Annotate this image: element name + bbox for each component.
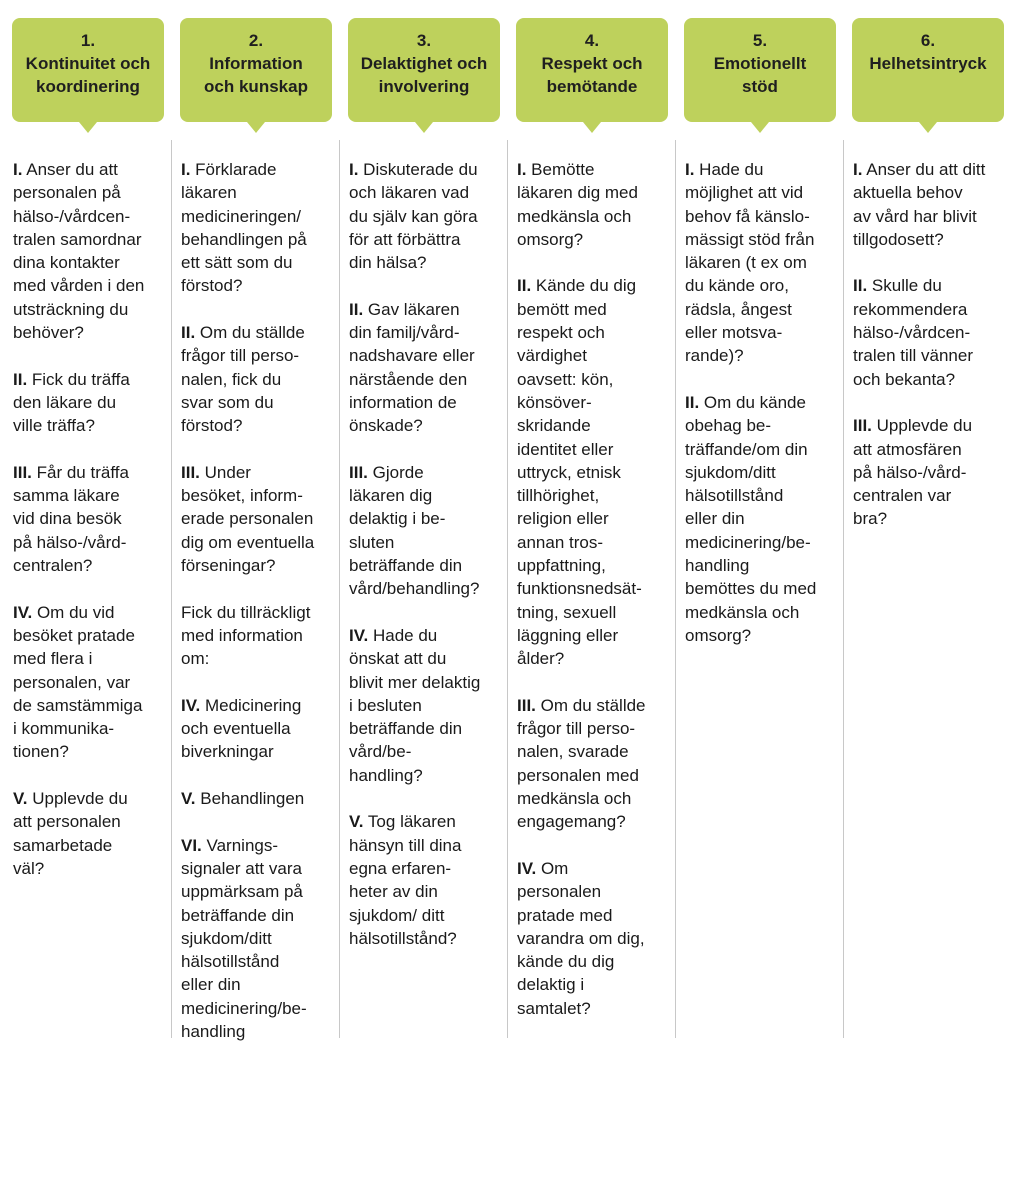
question-text: Tog läkaren hänsyn till dina egna erfaren- heter av din sjukdom/ ditt hälsotillstånd? [349, 812, 462, 948]
question-numeral: IV. [181, 695, 201, 715]
question-item [853, 414, 1004, 530]
question-item [853, 158, 1004, 251]
question-text: Om personalen pratade med varandra om dig, kände du dig delaktig i samtalet? [517, 858, 645, 1018]
question-item [13, 158, 164, 344]
dimension-column-4 [516, 18, 668, 1043]
question-numeral: V. [349, 812, 364, 832]
question-numeral: II. [517, 276, 532, 296]
dimension-column-1 [12, 18, 164, 904]
dimension-column-6 [852, 18, 1004, 554]
question-text: Bemötte läkaren dig med medkänsla och omsorg? [517, 160, 638, 249]
dimension-column-2 [180, 18, 332, 1067]
question-item [349, 298, 500, 438]
dimension-title: Information och kunskap [204, 54, 308, 96]
question-numeral: VI. [181, 835, 202, 855]
question-text: Diskuterade du och läkaren vad du själv kan göra för att förbättra din hälsa? [349, 160, 478, 273]
question-item [181, 461, 332, 577]
dimension-number: 3. [416, 31, 432, 50]
dimension-title: Kontinuitet och koordinering [25, 54, 151, 96]
dimension-header [684, 18, 836, 122]
question-numeral: III. [13, 462, 32, 482]
question-item [517, 158, 668, 251]
question-text: Anser du att personalen på hälso-/vårdcen- tralen samordnar dina kontakter med vården i den utsträckning du behöver? [13, 160, 145, 343]
dimension-number: 4. [584, 31, 600, 50]
question-numeral: I. [349, 160, 359, 179]
dimension-column-3 [348, 18, 500, 973]
question-text: Under besöket, inform- erade personalen dig om eventuella förseningar? [181, 462, 315, 576]
question-text: Skulle du rekommendera hälso-/vårdcen- tralen till vänner och bekanta? [853, 276, 974, 389]
question-numeral: III. [517, 695, 536, 715]
question-item [349, 461, 500, 601]
dimension-title: Respekt och bemötande [541, 54, 643, 96]
dimension-header [12, 18, 164, 122]
question-numeral: I. [685, 160, 695, 179]
question-numeral: III. [349, 462, 368, 482]
question-text: Om du kände obehag be- träffande/om din sjukdom/ditt hälsotillstånd eller din medicinering/be- handling bemöttes du med medkänsla och omsorg? [685, 392, 817, 645]
column-divider [507, 140, 508, 1038]
dimension-title: Delaktighet och involvering [360, 54, 488, 96]
question-text: Behandlingen [195, 789, 305, 809]
dimension-number: 5. [752, 31, 768, 50]
question-numeral: IV. [517, 858, 537, 878]
question-numeral: V. [13, 789, 28, 809]
question-item [349, 624, 500, 787]
question-numeral: II. [13, 369, 28, 389]
question-item [685, 391, 836, 647]
dimension-header [516, 18, 668, 122]
question-text: Varnings- signaler att vara uppmärksam på beträffande din sjukdom/ditt hälsotillstånd eller din medicinering/be- handling [181, 835, 307, 1041]
question-text: Upplevde du att personalen samarbetade väl? [13, 789, 128, 878]
question-text: Fick du träffa den läkare du ville träffa? [13, 369, 130, 436]
question-numeral: II. [685, 392, 700, 412]
question-text: Om du vid besöket pratade med flera i personalen, var de samstämmiga i kommunika- tionen? [13, 602, 143, 762]
column-divider [171, 140, 172, 1038]
question-text: Gav läkaren din familj/vård- nadshavare eller närstående den information de önskade? [349, 299, 475, 436]
dimension-number: 1. [80, 31, 96, 50]
question-item [13, 461, 164, 577]
question-numeral: I. [853, 160, 863, 179]
question-list [852, 158, 1004, 531]
question-text: Får du träffa samma läkare vid dina besök på hälso-/vård- centralen? [13, 462, 129, 576]
question-item [349, 810, 500, 950]
question-text: Förklarade läkaren medicineringen/ behandlingen på ett sätt som du förstod? [181, 160, 307, 296]
question-item [517, 857, 668, 1020]
question-list [348, 158, 500, 950]
dimension-column-5 [684, 18, 836, 671]
question-item [13, 787, 164, 880]
question-item [181, 787, 332, 810]
dimension-title: Emotionellt stöd [713, 54, 807, 96]
question-numeral: IV. [349, 625, 369, 645]
column-divider [675, 140, 676, 1038]
question-text: Hade du önskat att du blivit mer delaktig i besluten beträffande din vård/be- handling? [349, 625, 481, 785]
question-list [684, 158, 836, 647]
question-item [13, 368, 164, 438]
question-numeral: IV. [13, 602, 33, 622]
question-item [181, 158, 332, 298]
dimension-header [852, 18, 1004, 122]
question-text: Gjorde läkaren dig delaktig i be- sluten beträffande din vård/behandling? [349, 462, 480, 599]
question-text: Kände du dig bemött med respekt och värdighet oavsett: kön, könsöver- skridande identitet eller uttryck, etnisk tillhörighet, religion eller annan tros- uppfattning, funktionsnedsät- tning, sexuell läggning eller ålder? [517, 276, 642, 669]
question-numeral: I. [517, 160, 527, 179]
question-numeral: III. [853, 416, 872, 436]
question-item [181, 601, 332, 671]
question-item [349, 158, 500, 274]
question-numeral: II. [853, 276, 868, 296]
dimension-header [348, 18, 500, 122]
question-numeral: I. [13, 160, 23, 179]
question-list [180, 158, 332, 1043]
question-item [181, 834, 332, 1044]
question-item [853, 274, 1004, 390]
question-item [181, 321, 332, 437]
question-numeral: I. [181, 160, 191, 179]
dimension-number: 2. [248, 31, 264, 50]
column-divider [843, 140, 844, 1038]
question-item [517, 694, 668, 834]
dimension-number: 6. [920, 31, 936, 50]
question-text: Anser du att ditt aktuella behov av vård har blivit tillgodosett? [853, 160, 986, 249]
question-item [685, 158, 836, 368]
dimension-header [180, 18, 332, 122]
question-text: Om du ställde frågor till perso- nalen, svarade personalen med medkänsla och engagemang? [517, 695, 646, 832]
question-item [13, 601, 164, 764]
question-item [517, 274, 668, 670]
dimension-title: Helhetsintryck [869, 54, 987, 73]
question-list [12, 158, 164, 880]
question-text: Fick du tillräckligt med information om: [181, 602, 311, 669]
question-list [516, 158, 668, 1020]
question-numeral: II. [349, 299, 364, 319]
question-numeral: III. [181, 462, 200, 482]
question-numeral: V. [181, 789, 196, 809]
question-text: Upplevde du att atmosfären på hälso-/vård- centralen var bra? [853, 416, 973, 529]
column-divider [339, 140, 340, 1038]
question-item [181, 694, 332, 764]
question-text: Hade du möjlighet att vid behov få känslo- mässigt stöd från läkaren (t ex om du kände oro, rädsla, ångest eller motsva- rande)? [685, 160, 815, 366]
question-text: Om du ställde frågor till perso- nalen, fick du svar som du förstod? [181, 323, 305, 436]
question-text: Medicinering och eventuella biverkningar [181, 695, 302, 762]
question-numeral: II. [181, 323, 196, 343]
